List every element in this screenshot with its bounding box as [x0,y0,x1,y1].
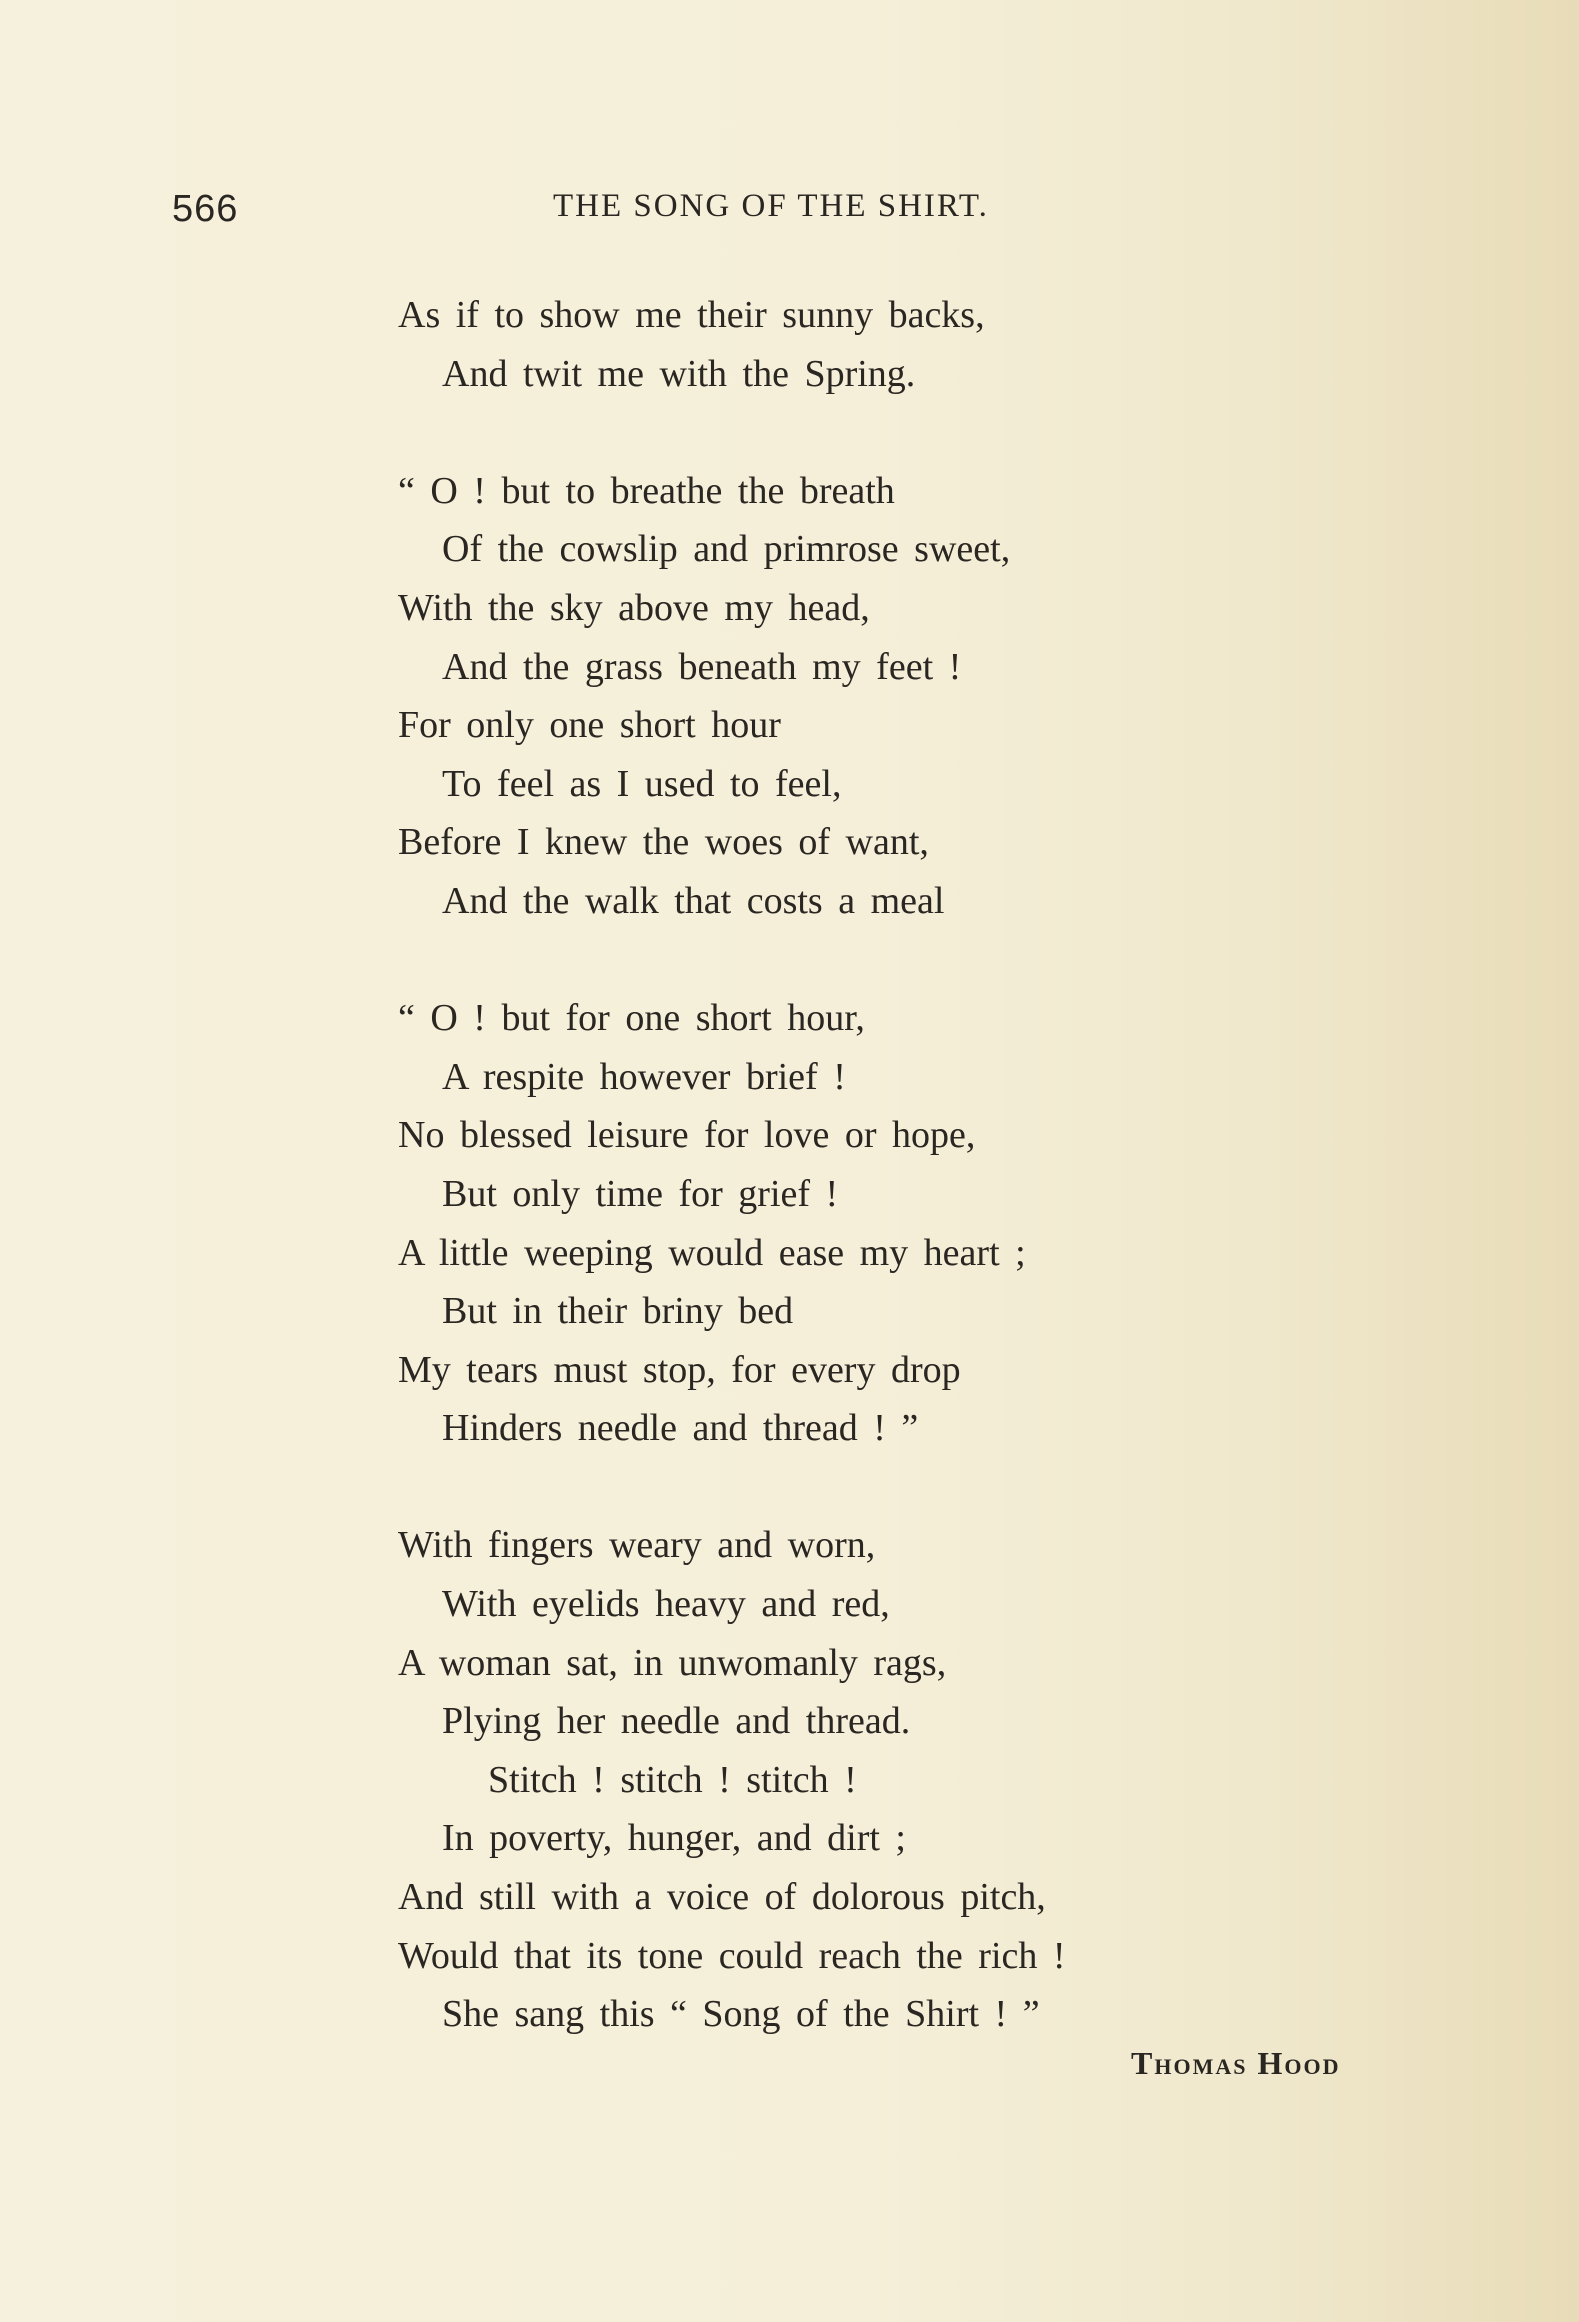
poem-line: Before I knew the woes of want, [398,821,929,864]
poem-line: Plying her needle and thread. [442,1700,911,1743]
poem-line: A little weeping would ease my heart ; [398,1231,1026,1274]
poem-body [398,286,1398,2044]
poem-line: For only one short hour [398,704,781,747]
poem-line: Of the cowslip and primrose sweet, [442,528,1011,571]
poem-line: Would that its tone could reach the rich ! [398,1934,1066,1977]
poem-line: Stitch ! stitch ! stitch ! [488,1758,857,1801]
poem-line: A woman sat, in unwomanly rags, [398,1641,947,1684]
poem-line: And the walk that costs a meal [442,879,945,922]
poem-line: With eyelids heavy and red, [442,1583,890,1626]
poem-line: Hinders needle and thread ! ” [442,1407,919,1450]
poem-line: My tears must stop, for every drop [398,1348,961,1391]
author-attribution: Thomas Hood [1131,2045,1341,2081]
poem-line: She sang this “ Song of the Shirt ! ” [442,1993,1040,2036]
poem-line: To feel as I used to feel, [442,762,842,805]
poem-line: A respite however brief ! [442,1055,846,1098]
poem-line: But only time for grief ! [442,1172,839,1215]
poem-line: No blessed leisure for love or hope, [398,1114,976,1157]
poem-line: With the sky above my head, [398,586,870,629]
poem-line: And still with a voice of dolorous pitch, [398,1876,1046,1919]
poem-line: In poverty, hunger, and dirt ; [442,1817,906,1860]
poem-line: “ O ! but for one short hour, [398,997,865,1040]
poem-line: “ O ! but to breathe the breath [398,469,895,512]
poem-line: But in their briny bed [442,1290,794,1333]
running-head: THE SONG OF THE SHIRT. [553,188,989,224]
poem-line: As if to show me their sunny backs, [398,294,985,336]
poem-line: And twit me with the Spring. [442,352,916,395]
poem-line: And the grass beneath my feet ! [442,645,962,688]
page-number: 566 [172,188,239,230]
poem-line: With fingers weary and worn, [398,1524,876,1567]
